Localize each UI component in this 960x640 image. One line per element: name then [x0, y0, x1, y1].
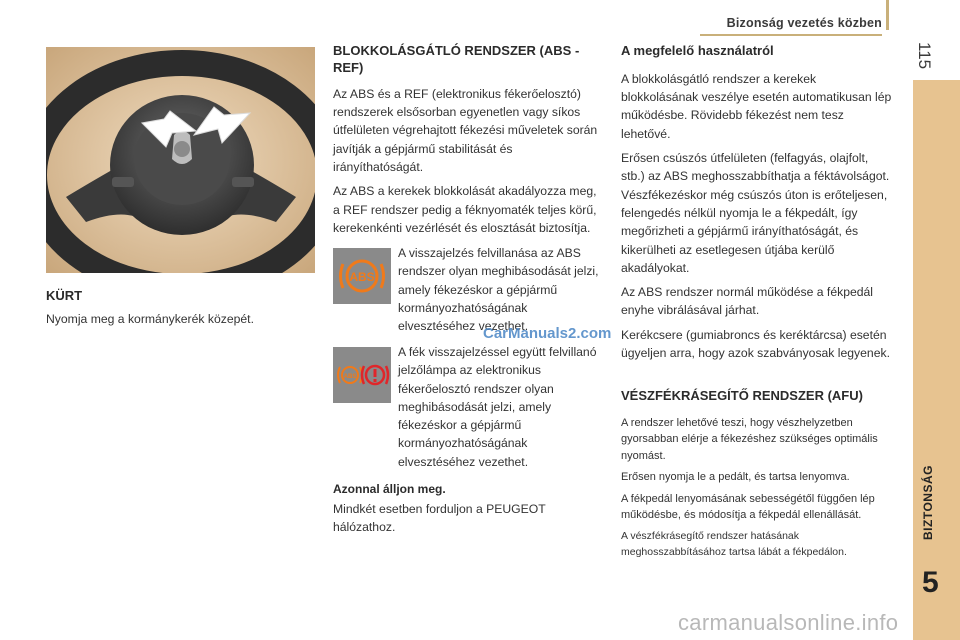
proper-use-title: A megfelelő használatról	[621, 43, 774, 58]
section-title: Bizonság vezetés közben	[726, 16, 882, 30]
proper-use-paragraph-1: A blokkolásgátló rendszer a kerekek blokkolásának veszélye esetén automatikusan lép működésbe. Rövidebb fékezést nem tesz lehetővé.	[621, 71, 892, 141]
afu-paragraph-1: A rendszer lehetővé teszi, hogy vészhelyzetben gyorsabban elérje a fékezéshez szükséges optimális nyomást.	[621, 416, 878, 462]
abs-warning-icon	[333, 248, 391, 304]
afu-paragraph-4: A vészfékrásegítő rendszer hatásának meghosszabbításához tartsa lábát a fékpedálon.	[621, 529, 847, 558]
svg-text:ABS: ABS	[349, 270, 375, 284]
svg-text:ABS: ABS	[343, 374, 357, 380]
abs-warning-text: A visszajelzés felvillanása az ABS rendszer olyan meghibásodását jelzi, amely fékezéskor a gépjármű kormányozhatóságának elvesztéséhez vezethet.	[398, 246, 599, 334]
abs-paragraph-1: Az ABS és a REF (elektronikus fékerőelosztó) rendszerek elsősorban egyenetlen vagy síkos útfelületen végrehajtott fékezési műveletek során javítják a gépjármű stabilitását és irányíthatóságát.	[333, 86, 598, 174]
watermark-top[interactable]: CarManuals2.com	[483, 325, 612, 342]
watermark-bottom[interactable]: carmanualsonline.info	[678, 610, 899, 635]
afu-paragraph-3: A fékpedál lenyomásának sebességétől függően lép működésbe, és módosítja a fékpedál ellenállását.	[621, 492, 875, 522]
horn-text: Nyomja meg a kormánykerék közepét.	[46, 312, 254, 326]
afu-title: VÉSZFÉKRÁSEGÍTŐ RENDSZER (AFU)	[621, 388, 863, 403]
steering-wheel-photo	[46, 47, 315, 273]
abs-paragraph-2: Az ABS a kerekek blokkolását akadályozza meg, a REF rendszer pedig a féknyomaték teljes körű, kerekenkénti vezérlését és elosztását biztosítja.	[333, 184, 597, 235]
brake-warning-icon	[333, 347, 391, 403]
horn-title: KÜRT	[46, 288, 83, 303]
proper-use-paragraph-4: Kerékcsere (gumiabroncs és keréktárcsa) esetén ügyeljen arra, hogy azok szabványosak legyenek.	[621, 327, 890, 361]
header-rule	[700, 34, 882, 36]
proper-use-section	[621, 43, 893, 368]
header-accent-bar	[886, 0, 889, 30]
brake-warning-text: A fék visszajelzéssel együtt felvillanó jelzőlámpa az elektronikus fékerőelosztó rendszer olyan meghibásodását jelzi, amely fékezéskor a gépjármű kormányozhatóságának elvesztéséhez vezethet.	[398, 345, 597, 469]
chapter-tab-label: BIZTONSÁG	[921, 465, 935, 540]
afu-section	[621, 388, 896, 565]
proper-use-paragraph-3: Az ABS rendszer normál működése a fékpedál enyhe vibrálásával járhat.	[621, 285, 874, 318]
chapter-number: 5	[922, 566, 939, 599]
proper-use-paragraph-2: Erősen csúszós útfelületen (felfagyás, olajfolt, stb.) az ABS meghosszabbíthatja a féktávolságot. Vészfékezéskor még csúszós úton is erőteljesen, felengedés nélkül nyomja le a fékpedált, így megőrizheti a gépjármű irányíthatóságát, és kikerülheti az esetlegesen útjába kerülő akadályokat.	[621, 151, 890, 275]
stop-immediately-title: Azonnal álljon meg.	[333, 482, 446, 496]
stop-immediately-text: Mindkét esetben forduljon a PEUGEOT hálózathoz.	[333, 502, 546, 535]
chapter-side-tab	[913, 80, 960, 640]
afu-paragraph-2: Erősen nyomja le a pedált, és tartsa lenyomva.	[621, 471, 850, 484]
abs-title: BLOKKOLÁSGÁTLÓ RENDSZER (ABS - REF)	[333, 43, 580, 75]
abs-section	[333, 43, 605, 243]
page-number: 115	[915, 42, 934, 70]
